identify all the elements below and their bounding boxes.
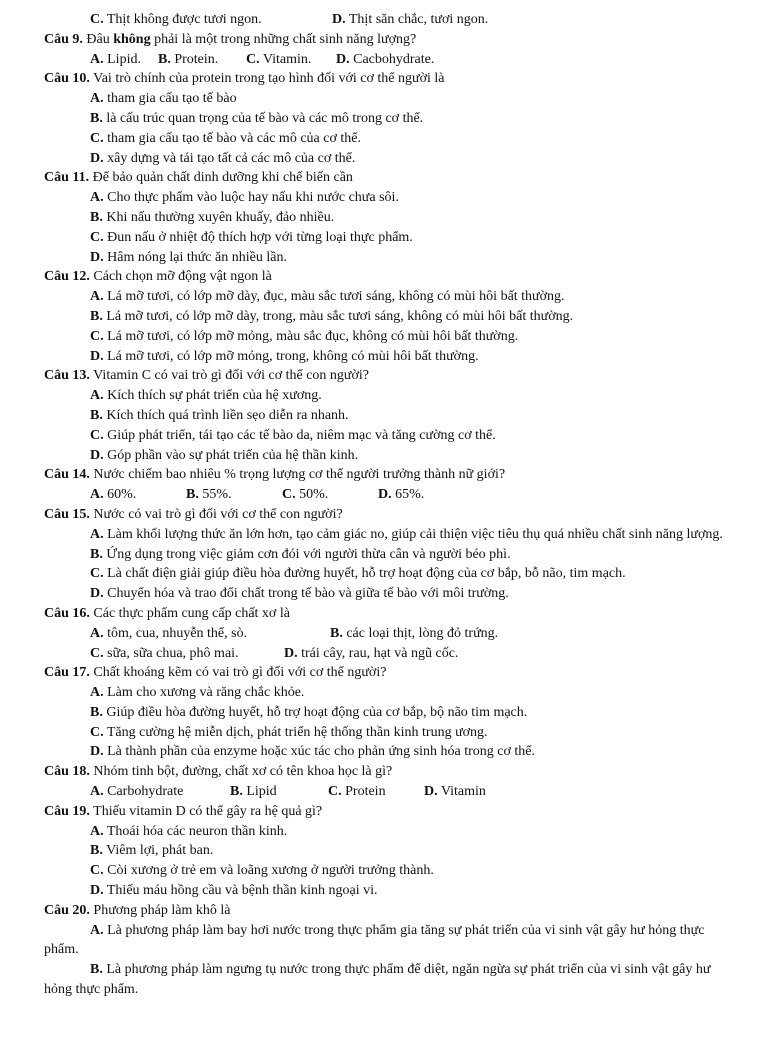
question-16-options-row1 bbox=[44, 624, 736, 644]
option-a: A. tôm, cua, nhuyễn thể, sò. bbox=[90, 625, 248, 641]
question-15: Câu 15. Nước có vai trò gì đối với cơ thể con người? bbox=[44, 506, 343, 522]
option-a: A. Kích thích sự phát triển của hệ xương. bbox=[90, 388, 322, 404]
option-a: A. 60%. bbox=[90, 487, 137, 503]
option-b: B. các loại thịt, lòng đỏ trứng. bbox=[330, 625, 499, 641]
option-c: C. Lá mỡ tươi, có lớp mỡ mỏng, màu sắc đục, không có mùi hôi bất thường. bbox=[90, 328, 519, 344]
question-13: Câu 13. Vitamin C có vai trò gì đối với cơ thể con người? bbox=[44, 368, 370, 384]
option-b: B. Lá mỡ tươi, có lớp mỡ dày, trong, màu sắc tươi sáng, không có mùi hôi bất thường. bbox=[90, 308, 574, 324]
option-a: A. Làm khối lượng thức ăn lớn hơn, tạo cảm giác no, giúp cải thiện việc tiêu thụ quá nhiều chất sinh năng lượng. bbox=[90, 526, 723, 542]
question-14: Câu 14. Nước chiếm bao nhiêu % trọng lượng cơ thể người trưởng thành nữ giới? bbox=[44, 467, 506, 483]
option-a: A. Lá mỡ tươi, có lớp mỡ dày, đục, màu sắc tươi sáng, không có mùi hôi bất thường. bbox=[90, 289, 565, 305]
option-a: A. Cho thực phẩm vào luộc hay nấu khi nước chưa sôi. bbox=[90, 190, 399, 206]
option-b: B. Viêm lợi, phát ban. bbox=[90, 843, 214, 859]
option-a: A. Thoái hóa các neuron thần kinh. bbox=[90, 823, 288, 839]
option-d: D. Thịt săn chắc, tươi ngon. bbox=[332, 12, 489, 27]
option-c: C. Thịt không được tươi ngon. bbox=[90, 12, 262, 27]
option-d: D. Thiếu máu hồng cầu và bệnh thần kinh ngoại vi. bbox=[90, 883, 378, 899]
option-d: D. 65%. bbox=[378, 487, 425, 503]
option-d: D. Là thành phần của enzyme hoặc xúc tác cho phản ứng sinh hóa trong cơ thể. bbox=[90, 744, 535, 760]
option-c: C. tham gia cấu tạo tế bào và các mô của cơ thể. bbox=[90, 130, 361, 146]
option-a: A. Là phương pháp làm bay hơi nước trong thực phẩm gia tăng sự phát triển của vi sinh vật gây hư hỏng thực phẩm. bbox=[44, 922, 705, 958]
option-b: B. Là phương pháp làm ngưng tụ nước trong thực phẩm để diệt, ngăn ngừa sự phát triển của vi sinh vật gây hư hỏng thực phẩm. bbox=[44, 962, 711, 998]
option-c: C. 50%. bbox=[282, 487, 329, 503]
option-c: C. sữa, sữa chua, phô mai. bbox=[90, 645, 239, 661]
question-12: Câu 12. Cách chọn mỡ động vật ngon là bbox=[44, 269, 272, 285]
option-a: A. Làm cho xương và răng chắc khỏe. bbox=[90, 685, 305, 701]
option-c: C. Tăng cường hệ miễn dịch, phát triển hệ thống thần kinh trung ương. bbox=[90, 724, 488, 740]
option-d: D. Góp phần vào sự phát triển của hệ thần kinh. bbox=[90, 447, 359, 463]
question-19: Câu 19. Thiếu vitamin D có thể gây ra hệ quả gì? bbox=[44, 803, 323, 819]
option-c: C. Protein bbox=[328, 784, 386, 800]
option-a: A. Carbohydrate bbox=[90, 784, 184, 800]
option-b: B. Protein. bbox=[158, 51, 219, 67]
option-c: C. Giúp phát triển, tái tạo các tế bào da, niêm mạc và tăng cường cơ thể. bbox=[90, 427, 496, 443]
option-c: C. Còi xương ở trẻ em và loãng xương ở người trưởng thành. bbox=[90, 863, 434, 879]
question-9-options bbox=[44, 50, 736, 70]
option-b: B. Lipid bbox=[230, 784, 277, 800]
question-18-options bbox=[44, 782, 736, 802]
option-b: B. là cấu trúc quan trọng của tế bào và các mô trong cơ thể. bbox=[90, 110, 424, 126]
question-11: Câu 11. Để bảo quản chất dinh dưỡng khi chế biến cần bbox=[44, 170, 353, 186]
option-d: D. xây dựng và tái tạo tất cả các mô của cơ thể. bbox=[90, 150, 356, 166]
question-14-options bbox=[44, 485, 736, 505]
option-c: C. Là chất điện giải giúp điều hòa đường huyết, hỗ trợ hoạt động của cơ bắp, bỗ não, tim mạch. bbox=[90, 566, 626, 582]
option-b: B. Giúp điều hòa đường huyết, hỗ trợ hoạt động của cơ bắp, bộ não tim mạch. bbox=[90, 704, 528, 720]
option-d: D. trái cây, rau, hạt và ngũ cốc. bbox=[284, 645, 459, 661]
option-d: D. Lá mỡ tươi, có lớp mỡ mỏng, trong, không có mùi hôi bất thường. bbox=[90, 348, 479, 364]
option-d: D. Vitamin bbox=[424, 784, 486, 800]
option-d: D. Chuyển hóa và trao đổi chất trong tế bào và giữa tế bào với môi trường. bbox=[90, 586, 509, 602]
option-a: A. tham gia cấu tạo tế bào bbox=[90, 91, 237, 107]
question-16: Câu 16. Các thực phẩm cung cấp chất xơ là bbox=[44, 605, 290, 621]
question-20: Câu 20. Phương pháp làm khô là bbox=[44, 902, 231, 918]
question-18: Câu 18. Nhóm tinh bột, đường, chất xơ có tên khoa học là gì? bbox=[44, 764, 393, 780]
question-9: Câu 9. Đâu không phải là một trong những chất sinh năng lượng? bbox=[44, 31, 417, 47]
option-b: B. 55%. bbox=[186, 487, 232, 503]
prev-question-options bbox=[44, 10, 736, 30]
question-10: Câu 10. Vai trò chính của protein trong tạo hình đối với cơ thể người là bbox=[44, 71, 445, 87]
option-a: A. Lipid. bbox=[90, 51, 141, 67]
option-b: B. Kích thích quá trình liền sẹo diễn ra nhanh. bbox=[90, 407, 349, 423]
question-16-options-row2 bbox=[44, 644, 736, 664]
question-17: Câu 17. Chất khoáng kẽm có vai trò gì đối với cơ thể người? bbox=[44, 665, 387, 681]
option-c: C. Đun nấu ở nhiệt độ thích hợp với từng loại thực phẩm. bbox=[90, 229, 413, 245]
option-d: D. Hâm nóng lại thức ăn nhiều lần. bbox=[90, 249, 287, 265]
option-c: C. Vitamin. bbox=[246, 51, 312, 67]
option-b: B. Khi nấu thường xuyên khuấy, đảo nhiều. bbox=[90, 209, 335, 225]
option-b: B. Ứng dụng trong việc giảm cơn đói với người thừa cân và người béo phì. bbox=[90, 546, 511, 562]
option-d: D. Cacbohydrate. bbox=[336, 51, 435, 67]
